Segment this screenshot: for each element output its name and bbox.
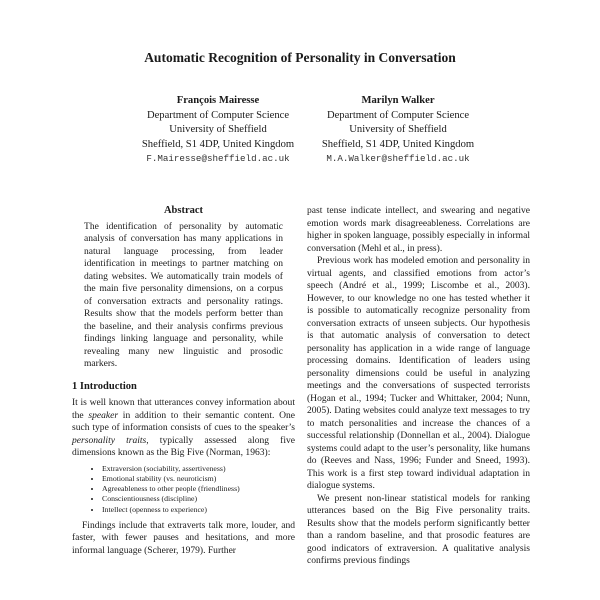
list-item: • Intellect (openness to experience) (102, 505, 295, 515)
right-paragraph-1: Previous work has modeled emotion and personality in virtual agents, and classified emotions from actor’s speech (André et al., 1999; Liscombe et al., 2003). However, to our knowledge no one has tested whether it is possible to automatically recognize personality from conversation extracts of unseen subjects. Our hypothesis is that automatic analysis of conversation to detect personality has application in a wide range of language processing domains. Identification of leaders using personality dimensions could be useful in analyzing meetings and the conversations of suspected terrorists (Hogan et al., 1994; Tucker and Whittaker, 2004; Nunn, 2005). Dating websites could analyze text messages to try to match personalities and increase the chances of a successful relationship (Donnellan et al., 2004). Dialogue systems could adapt to the user’s personality, like humans do (Reeves and Nass, 1996; Funder and Sneed, 1993). This work is a first step toward individual adaptation in dialogue systems. (307, 255, 530, 491)
abstract-text: The identification of personality by automatic analysis of conversation has many applications in natural language processing, from leader identification in meetings to partner matching on dating websites. We automatically train models of the main five personality dimensions, on a corpus of conversation extracts and personality ratings. Results show that the models perform better than the baseline, and their analysis confirms previous findings linking language and personality, while revealing many new linguistic and prosodic markers. (84, 220, 283, 369)
page-edge (0, 592, 600, 600)
author-email: M.A.Walker@sheffield.ac.uk (326, 153, 470, 165)
intro-paragraph-2: Findings include that extraverts talk more, louder, and faster, with fewer pauses and hesitations, and more informal language (Scherer, 1979). Further (72, 519, 295, 556)
author-name: Marilyn Walker (361, 95, 435, 106)
emphasis-personality-traits: personality traits (72, 434, 147, 446)
author-block-2 (303, 94, 493, 167)
intro-paragraph: It is well known that utterances convey information about the speaker in addition to their semantic content. One such type of information consists of cues to the speaker’s personality traits, typically assessed along five dimensions known as the Big Five (Norman, 1963): (72, 397, 295, 458)
list-item: • Emotional stability (vs. neuroticism) (102, 474, 295, 484)
author-university: University of Sheffield (349, 124, 447, 136)
author-address: Sheffield, S1 4DP, United Kingdom (141, 138, 295, 150)
paper-title: Automatic Recognition of Personality in Conversation (144, 50, 456, 65)
right-column (307, 205, 530, 568)
right-paragraph-2: We present non-linear statistical models for ranking utterances based on the Big Five personality traits. Results show that the models perform significantly better than a random baseline, and that prosodic features are good indicators of extraversion. A qualitative analysis confirms previous findings (307, 492, 530, 566)
section-heading-introduction: 1 Introduction (72, 380, 137, 392)
abstract-heading: Abstract (163, 205, 204, 216)
list-item: • Agreeableness to other people (friendliness) (102, 484, 295, 494)
author-department: Department of Computer Science (326, 109, 470, 121)
author-name: François Mairesse (176, 95, 260, 106)
author-address: Sheffield, S1 4DP, United Kingdom (321, 138, 475, 150)
right-paragraph-0: past tense indicate intellect, and swearing and negative emotion words mark disagreeableness. Correlations are higher in spoken language, possibly especially in informal conversation (Mehl et al., in press). (307, 205, 530, 254)
author-block-1 (123, 94, 313, 167)
list-item: • Extraversion (sociability, assertiveness) (102, 464, 295, 474)
big-five-list (72, 464, 295, 515)
author-university: University of Sheffield (169, 124, 267, 136)
emphasis-speaker: speaker (88, 409, 119, 421)
left-column (72, 205, 295, 557)
list-item: • Conscientiousness (discipline) (102, 494, 295, 504)
author-email: F.Mairesse@sheffield.ac.uk (146, 153, 290, 165)
author-department: Department of Computer Science (146, 109, 290, 121)
